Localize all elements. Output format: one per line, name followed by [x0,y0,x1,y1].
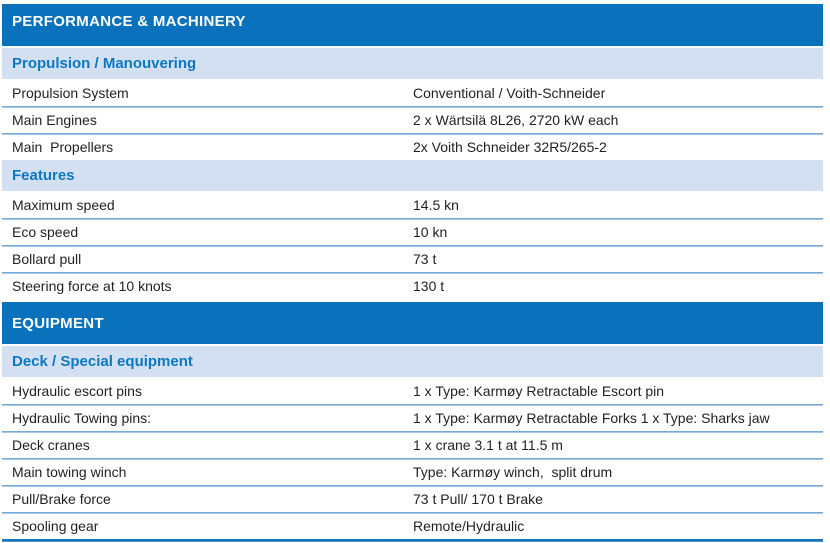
spec-rows-propulsion [2,79,823,160]
spec-label: Main towing winch [12,463,127,480]
spec-label: Bollard pull [12,250,82,267]
table-row [2,191,823,218]
spec-value: 73 t [413,250,437,267]
spec-value: Type: Karmøy winch, split drum [413,463,613,480]
spec-rows-deck-equipment [2,377,823,539]
spec-value: 1 x Type: Karmøy Retractable Escort pin [413,382,665,399]
table-row [2,512,823,539]
table-row [2,458,823,485]
group-heading-propulsion-manouvering [2,48,823,79]
spec-value: Remote/Hydraulic [413,517,525,534]
table-row [2,245,823,272]
spec-value: 130 t [413,277,445,294]
spec-label: Spooling gear [12,517,99,534]
spec-label: Steering force at 10 knots [12,277,172,294]
spec-value: 1 x crane 3.1 t at 11.5 m [413,436,563,453]
spec-label: Main Engines [12,111,97,128]
table-row [2,431,823,458]
spec-label: Hydraulic Towing pins: [12,409,152,426]
table-row [2,272,823,299]
spec-label: Propulsion System [12,84,129,101]
group-heading-label: Features [12,167,75,184]
spec-label: Pull/Brake force [12,490,111,507]
table-row [2,485,823,512]
spec-value: 1 x Type: Karmøy Retractable Forks 1 x Type: Sharks jaw [413,409,770,426]
section-header-equipment [2,302,823,344]
spec-rows-features [2,191,823,299]
spec-label: Hydraulic escort pins [12,382,142,399]
section-header-performance-machinery [2,4,823,46]
group-heading-features [2,160,823,191]
table-row [2,377,823,404]
spec-value: Conventional / Voith-Schneider [413,84,606,101]
spec-sheet [2,4,823,542]
spec-value: 2 x Wärtsilä 8L26, 2720 kW each [413,111,619,128]
table-row [2,218,823,245]
table-row [2,404,823,431]
spec-value: 73 t Pull/ 170 t Brake [413,490,543,507]
group-heading-label: Deck / Special equipment [12,353,193,370]
spec-label: Maximum speed [12,196,115,213]
spec-label: Deck cranes [12,436,90,453]
table-row [2,79,823,106]
bottom-rule [2,539,823,542]
spec-value: 10 kn [413,223,448,240]
group-heading-label: Propulsion / Manouvering [12,55,197,72]
section-title: EQUIPMENT [12,314,104,332]
spec-label: Main Propellers [12,138,114,155]
section-title: PERFORMANCE & MACHINERY [12,13,246,30]
spec-value: 2x Voith Schneider 32R5/265-2 [413,138,607,155]
group-heading-deck-special-equipment [2,346,823,377]
table-row [2,133,823,160]
table-row [2,106,823,133]
spec-value: 14.5 kn [413,196,459,213]
spec-label: Eco speed [12,223,79,240]
